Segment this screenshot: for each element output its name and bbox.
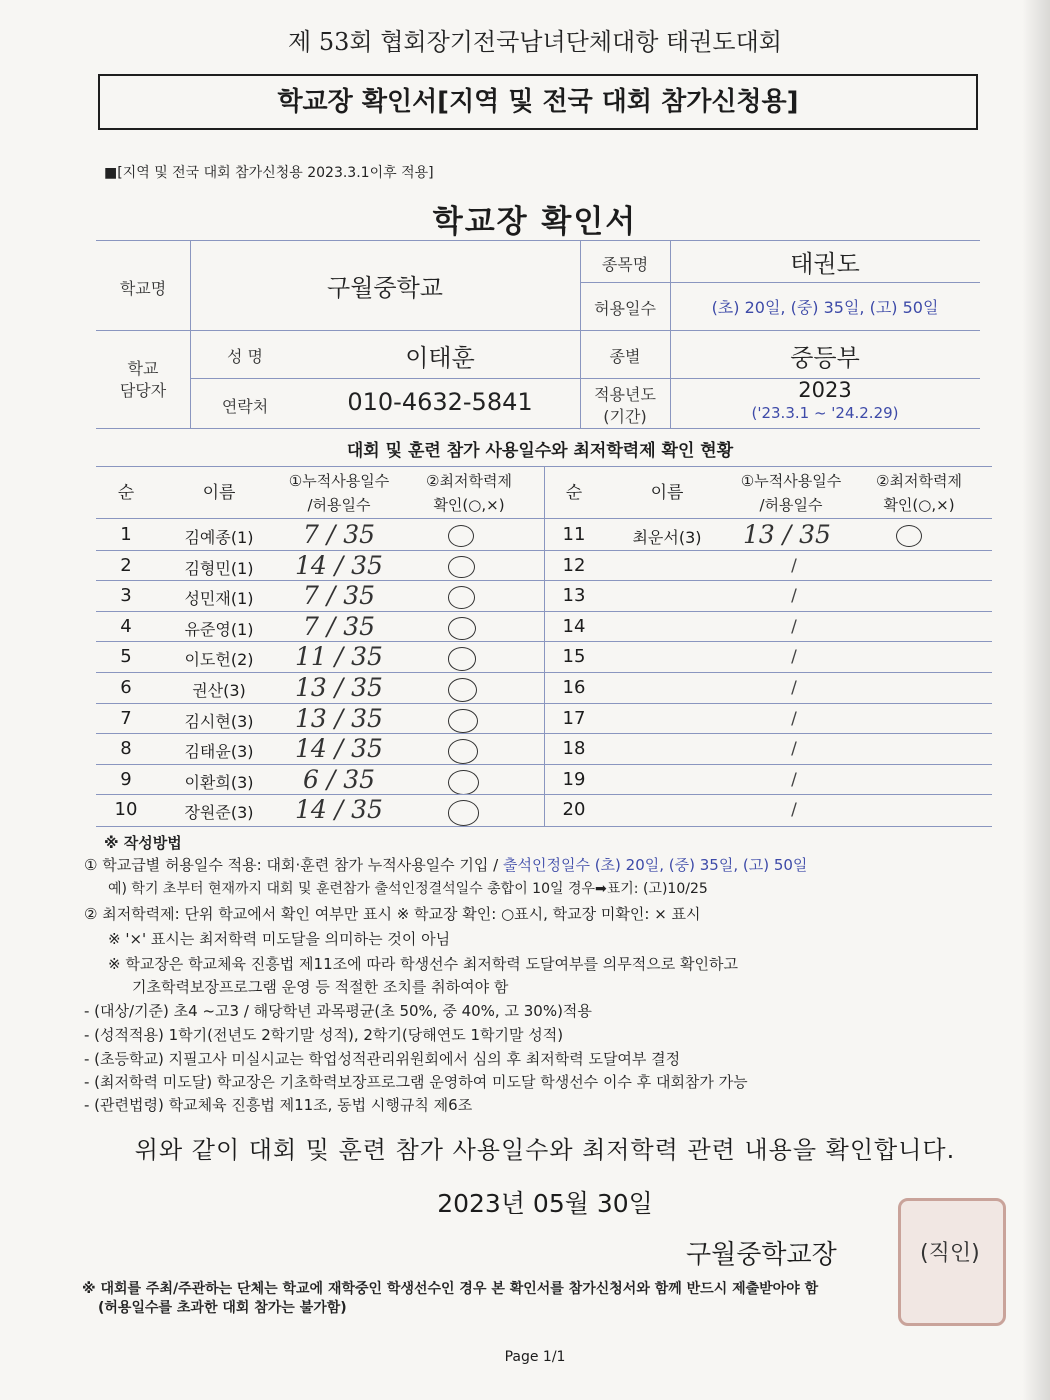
student-name: 장원준(3) <box>184 803 254 823</box>
student-name: 이도헌(2) <box>184 650 254 670</box>
footnote-line1: ※ 대회를 주최/주관하는 단체는 학교에 재학중인 학생선수인 경우 본 확인서를 참가신청서와 함께 반드시 제출받아야 함 <box>82 1281 819 1297</box>
manager-label-line2: 담당자 <box>119 381 167 400</box>
handwritten-days: 14 / 35 <box>295 734 383 764</box>
instruction-line: - (초등학교) 지필고사 미실시교는 학업성적관리위원회에서 심의 후 최저학력 도달여부 결정 <box>84 1050 681 1068</box>
row-number: 4 <box>120 615 132 637</box>
row-number: 9 <box>120 768 132 790</box>
row-number: 12 <box>562 554 586 576</box>
event-title: 제 53회 협회장기전국남녀단체대항 태권도대회 <box>288 28 782 56</box>
handwritten-days: 7 / 35 <box>302 520 376 549</box>
student-name: 김태윤(3) <box>184 742 254 762</box>
empty-days-slash: / <box>791 708 797 729</box>
row-number: 5 <box>120 646 132 668</box>
row-number: 2 <box>120 554 132 576</box>
row-number: 7 <box>120 707 132 729</box>
empty-days-slash: / <box>791 739 797 760</box>
handwritten-days: 13 / 35 <box>295 673 383 702</box>
principal-title: 구월중학교장 <box>686 1240 837 1270</box>
handwritten-circle-mark <box>448 678 477 702</box>
empty-days-slash: / <box>791 769 797 790</box>
col-header-min-line2: 확인(○,×) <box>433 496 505 514</box>
grid-line <box>544 733 992 734</box>
grid-line <box>96 428 980 429</box>
instruction-line: 예) 학기 초부터 현재까지 대회 및 훈련참가 출석인정결석일수 총합이 10일 경우➡표기: (고)10/25 <box>108 881 708 897</box>
handwritten-circle-mark <box>448 770 479 795</box>
grid-line <box>544 550 992 551</box>
col-header-days-line1: ①누적사용일수 <box>740 472 842 490</box>
instruction-line: 기초학력보장프로그램 운영 등 적절한 조치를 취하여야 함 <box>132 978 509 996</box>
col-header-min-line1: ②최저학력제 <box>876 472 962 490</box>
instruction-line: - (최저학력 미도달) 학교장은 기초학력보장프로그램 운영하여 미도달 학생선수 이수 후 대회참가 가능 <box>84 1073 748 1091</box>
handwritten-days: 14 / 35 <box>295 550 383 580</box>
contact-label: 연락처 <box>221 397 269 416</box>
confirmation-statement: 위와 같이 대회 및 훈련 참가 사용일수와 최저학력 관련 내용을 확인합니다. <box>134 1136 956 1164</box>
footnote-line2: (허용일수를 초과한 대회 참가는 불가함) <box>98 1300 347 1316</box>
col-header-no: 순 <box>565 483 583 503</box>
empty-days-slash: / <box>791 616 797 637</box>
grid-line <box>96 826 992 827</box>
page-number: Page 1/1 <box>504 1349 566 1365</box>
school-value: 구월중학교 <box>327 274 443 302</box>
grid-line <box>96 330 980 331</box>
col-header-no: 순 <box>117 483 135 503</box>
row-number: 15 <box>562 646 586 668</box>
handwritten-days: 13 / 35 <box>295 703 383 733</box>
year-value: 2023 <box>798 378 852 402</box>
instruction-line: - (관련법령) 학교체육 진흥법 제11조, 동법 시행규칙 제6조 <box>84 1096 473 1114</box>
instruction-highlight: 출석인정일수 (초) 20일, (중) 35일, (고) 50일 <box>503 856 808 874</box>
instruction-line: ※ 학교장은 학교체육 진흥법 제11조에 따라 학생선수 최저학력 도달여부를 의무적으로 확인하고 <box>108 955 738 973</box>
grid-line <box>544 764 992 765</box>
row-number: 11 <box>562 524 586 545</box>
row-number: 14 <box>562 615 586 637</box>
empty-days-slash: / <box>791 647 797 668</box>
row-number: 3 <box>120 585 132 607</box>
handwritten-days: 13 / 35 <box>743 520 831 549</box>
row-number: 6 <box>120 677 132 698</box>
year-label-line2: (기간) <box>603 407 647 426</box>
handwritten-days: 14 / 35 <box>295 795 383 825</box>
grid-line <box>544 794 992 795</box>
manager-label-line1: 학교 <box>127 359 159 378</box>
student-name: 김시현(3) <box>184 711 254 731</box>
seal-label: (직인) <box>920 1241 980 1266</box>
grid-line <box>544 703 992 704</box>
row-number: 8 <box>120 738 132 760</box>
name-label: 성 명 <box>227 347 263 366</box>
col-header-name: 이름 <box>202 483 236 503</box>
handwritten-circle-mark <box>448 800 479 826</box>
handwritten-days: 6 / 35 <box>302 764 376 794</box>
handwritten-days: 11 / 35 <box>295 642 383 672</box>
col-header-days-line2: /허용일수 <box>759 496 823 514</box>
document-title-box: 학교장 확인서[지역 및 전국 대회 참가신청용] <box>98 74 978 130</box>
col-header-days-line1: ①누적사용일수 <box>288 472 390 490</box>
student-name: 최운서(3) <box>632 528 702 547</box>
contact-value: 010-4632-5841 <box>347 388 533 416</box>
instruction-line: ※ '×' 표시는 최저학력 미도달을 의미하는 것이 아님 <box>108 930 451 948</box>
row-number: 19 <box>562 768 586 790</box>
period-value: ('23.3.1 ~ '24.2.29) <box>751 404 899 422</box>
empty-days-slash: / <box>791 586 797 607</box>
student-name: 이환희(3) <box>184 772 254 792</box>
row-number: 16 <box>562 677 586 698</box>
grid-line <box>544 466 545 826</box>
col-header-days-line2: /허용일수 <box>307 496 371 514</box>
table-subheading: 대회 및 훈련 참가 사용일수와 최저학력제 확인 현황 <box>346 441 734 461</box>
row-number: 20 <box>562 799 586 821</box>
manager-name-value: 이태훈 <box>405 344 475 372</box>
student-name: 유준영(1) <box>184 619 254 639</box>
event-label: 종목명 <box>601 255 649 274</box>
event-value: 태권도 <box>790 250 860 278</box>
student-name: 성민재(1) <box>184 589 254 609</box>
division-label: 종별 <box>609 347 641 366</box>
handwritten-circle-mark <box>448 617 476 640</box>
handwritten-circle-mark <box>448 525 474 547</box>
instructions-heading: ※ 작성방법 <box>104 834 182 852</box>
row-number: 13 <box>562 585 586 607</box>
grid-line <box>544 611 992 612</box>
col-header-min-line2: 확인(○,×) <box>883 496 955 514</box>
handwritten-circle-mark <box>448 739 478 764</box>
handwritten-circle-mark <box>448 709 478 733</box>
student-name: 김형민(1) <box>184 558 254 578</box>
year-label-line1: 적용년도 <box>594 385 656 404</box>
instruction-line: - (대상/기준) 초4 ~고3 / 해당학년 과목평균(초 50%, 중 40%, 고 30%)적용 <box>84 1002 592 1020</box>
handwritten-circle-mark <box>896 525 922 547</box>
instruction-line: - (성적적용) 1학기(전년도 2학기말 성적), 2학기(당해연도 1학기말 성적) <box>84 1026 564 1044</box>
student-name: 권산(3) <box>192 681 246 700</box>
handwritten-days: 7 / 35 <box>302 581 376 611</box>
grid-line <box>96 240 980 241</box>
applicability-note: ■[지역 및 전국 대회 참가신청용 2023.3.1이후 적용] <box>104 165 434 181</box>
grid-line <box>544 672 992 673</box>
empty-days-slash: / <box>791 555 797 576</box>
allowed-days-value: (초) 20일, (중) 35일, (고) 50일 <box>711 298 939 317</box>
col-header-name: 이름 <box>650 483 684 503</box>
handwritten-circle-mark <box>448 647 476 671</box>
school-label: 학교명 <box>119 279 167 298</box>
row-number: 10 <box>114 799 138 821</box>
instruction-line <box>84 854 807 875</box>
handwritten-days: 7 / 35 <box>302 611 376 641</box>
row-number: 1 <box>120 524 132 545</box>
student-name: 김예종(1) <box>184 528 254 547</box>
col-header-min-line1: ②최저학력제 <box>426 472 512 490</box>
instruction-line: ② 최저학력제: 단위 학교에서 확인 여부만 표시 ※ 학교장 확인: ○표시, 학교장 미확인: × 표시 <box>84 905 701 923</box>
instruction-text: ① 학교급별 허용일수 적용: 대회·훈련 참가 누적사용일수 기입 / <box>84 856 503 874</box>
grid-line <box>544 641 992 642</box>
issue-date: 2023년 05월 30일 <box>437 1189 653 1218</box>
division-value: 중등부 <box>790 344 860 372</box>
grid-line <box>580 282 980 283</box>
empty-days-slash: / <box>791 678 797 698</box>
empty-days-slash: / <box>791 800 797 821</box>
grid-line <box>544 580 992 581</box>
handwritten-circle-mark <box>448 556 475 578</box>
handwritten-circle-mark <box>448 586 475 609</box>
allowed-days-label: 허용일수 <box>594 299 656 318</box>
row-number: 17 <box>562 707 586 729</box>
row-number: 18 <box>562 738 586 760</box>
form-title: 학교장 확인서 <box>432 204 638 240</box>
